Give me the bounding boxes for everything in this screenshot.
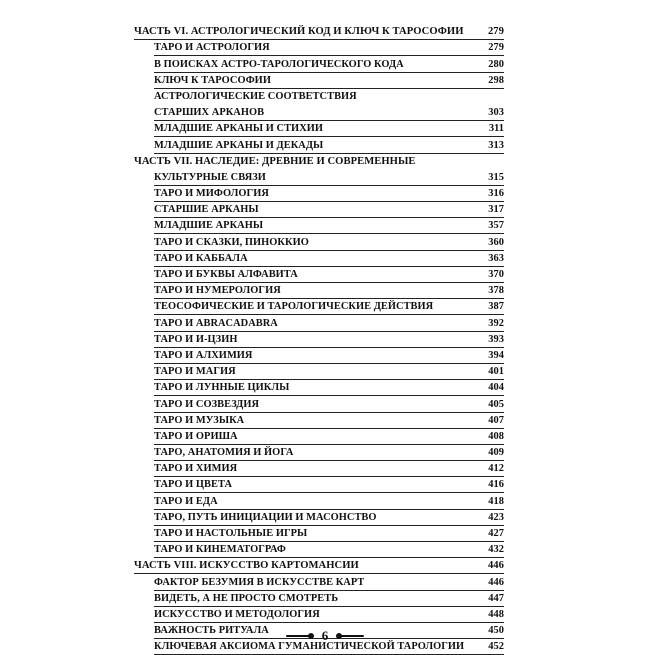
toc-entry <box>134 396 504 412</box>
toc-entry <box>134 170 504 186</box>
toc-entry <box>134 105 504 121</box>
toc-entry-title: ТАРО И ЦВЕТА <box>154 479 233 491</box>
toc-entry <box>134 542 504 558</box>
toc-entry <box>134 380 504 396</box>
toc-entry-page: 450 <box>488 625 504 637</box>
table-of-contents <box>134 24 504 655</box>
toc-entry-page: 392 <box>488 317 504 329</box>
toc-entry-page: 409 <box>488 447 504 459</box>
toc-entry-title: ТАРО И ЕДА <box>154 495 218 507</box>
toc-entry <box>134 510 504 526</box>
toc-entry-title: МЛАДШИЕ АРКАНЫ <box>154 220 264 232</box>
toc-entry <box>134 137 504 153</box>
toc-entry-title: ЧАСТЬ VI. АСТРОЛОГИЧЕСКИЙ КОД И КЛЮЧ К ТАРОСОФИИ <box>134 26 464 38</box>
toc-entry-title: КУЛЬТУРНЫЕ СВЯЗИ <box>154 171 266 183</box>
toc-entry-page: 387 <box>488 301 504 313</box>
toc-entry <box>134 413 504 429</box>
toc-entry-page: 279 <box>488 42 504 54</box>
toc-entry <box>134 477 504 493</box>
left-ornament-icon <box>286 634 312 638</box>
toc-entry-title: МЛАДШИЕ АРКАНЫ И ДЕКАДЫ <box>154 139 324 151</box>
toc-entry-page: 315 <box>488 171 504 183</box>
toc-entry-title: ТАРО И МУЗЫКА <box>154 414 245 426</box>
toc-entry <box>134 364 504 380</box>
toc-entry <box>134 607 504 623</box>
toc-entry <box>134 445 504 461</box>
toc-entry-page: 446 <box>488 576 504 588</box>
toc-entry-page: 316 <box>488 188 504 200</box>
toc-entry-page: 303 <box>488 107 504 119</box>
right-ornament-icon <box>338 634 364 638</box>
toc-entry <box>134 251 504 267</box>
toc-entry-page: 427 <box>488 528 504 539</box>
toc-entry-page: 423 <box>488 511 504 523</box>
toc-entry <box>134 332 504 348</box>
toc-entry-title: ТАРО И СКАЗКИ, ПИНОККИО <box>154 236 309 248</box>
toc-entry-title: СТАРШИЕ АРКАНЫ <box>154 204 259 216</box>
toc-entry <box>134 348 504 364</box>
toc-entry <box>134 73 504 89</box>
toc-entry-page: 401 <box>488 366 504 378</box>
toc-entry-title: ТАРО, ПУТЬ ИНИЦИАЦИИ И МАСОНСТВО <box>154 511 377 523</box>
toc-entry-title: ТАРО И ЛУННЫЕ ЦИКЛЫ <box>154 382 290 394</box>
toc-entry-title: ТЕОСОФИЧЕСКИЕ И ТАРОЛОГИЧЕСКИЕ ДЕЙСТВИЯ <box>154 301 434 313</box>
toc-entry <box>134 574 504 590</box>
toc-entry <box>134 218 504 234</box>
toc-entry <box>134 283 504 299</box>
toc-entry-page: 313 <box>488 139 504 151</box>
toc-entry-title: МЛАДШИЕ АРКАНЫ И СТИХИИ <box>154 123 324 135</box>
toc-entry-title: ЧАСТЬ VII. НАСЛЕДИЕ: ДРЕВНИЕ И СОВРЕМЕННЫЕ <box>134 155 416 167</box>
toc-entry-title: ТАРО, АНАТОМИЯ И ЙОГА <box>154 447 294 459</box>
toc-entry-title: ТАРО И ХИМИЯ <box>154 463 238 475</box>
toc-entry-page: 448 <box>488 608 504 620</box>
toc-entry-page: 447 <box>488 592 504 604</box>
toc-entry-title: ТАРО И НУМЕРОЛОГИЯ <box>154 285 281 297</box>
toc-entry-page: 404 <box>488 382 504 394</box>
toc-entry <box>134 56 504 72</box>
toc-entry-title: КЛЮЧЕВАЯ АКСИОМА ГУМАНИСТИЧЕСКОЙ ТАРОЛОГИИ <box>154 641 465 653</box>
toc-entry-page: 412 <box>488 463 504 475</box>
toc-entry-page: 407 <box>488 414 504 426</box>
toc-entry-title: ТАРО И МАГИЯ <box>154 366 236 378</box>
toc-entry-page: 280 <box>488 58 504 70</box>
toc-entry-page: 370 <box>488 269 504 280</box>
toc-entry <box>134 429 504 445</box>
toc-entry-title: ВИДЕТЬ, А НЕ ПРОСТО СМОТРЕТЬ <box>154 592 339 604</box>
page-number: 6 <box>321 628 329 643</box>
toc-entry-title: ТАРО И МИФОЛОГИЯ <box>154 188 269 200</box>
toc-entry-page: 405 <box>488 398 504 410</box>
toc-entry-page: 298 <box>488 74 504 86</box>
toc-entry-title: ТАРО И И-ЦЗИН <box>154 333 238 345</box>
toc-entry-page: 408 <box>488 430 504 442</box>
toc-entry <box>134 526 504 542</box>
toc-part-heading <box>134 558 504 574</box>
toc-entry-title: ВАЖНОСТЬ РИТУАЛА <box>154 625 269 637</box>
toc-entry-page: 311 <box>488 123 504 135</box>
toc-entry-title: ТАРО И КАББАЛА <box>154 252 248 264</box>
toc-entry-title: ТАРО И ABRACADABRA <box>154 317 278 329</box>
toc-entry-title: В ПОИСКАХ АСТРО-ТАРОЛОГИЧЕСКОГО КОДА <box>154 58 404 70</box>
toc-entry-page: 452 <box>488 641 504 653</box>
toc-entry <box>134 591 504 607</box>
toc-entry-page: 279 <box>487 26 504 38</box>
toc-entry <box>134 89 504 105</box>
toc-entry <box>134 40 504 56</box>
toc-part-heading <box>134 24 504 40</box>
toc-entry-title: ТАРО И КИНЕМАТОГРАФ <box>154 544 286 556</box>
toc-entry-title: АСТРОЛОГИЧЕСКИЕ СООТВЕТСТВИЯ <box>154 90 357 102</box>
toc-entry-title: СТАРШИХ АРКАНОВ <box>154 107 265 119</box>
toc-entry-page: 363 <box>488 252 504 264</box>
toc-entry-page: 394 <box>488 349 504 361</box>
toc-entry-page: 378 <box>488 285 504 297</box>
toc-entry <box>134 299 504 315</box>
toc-entry <box>134 234 504 250</box>
toc-entry <box>134 121 504 137</box>
toc-entry-title: ТАРО И ОРИША <box>154 430 238 442</box>
toc-entry-page: 360 <box>488 236 504 248</box>
toc-entry <box>134 315 504 331</box>
toc-entry-title: ИСКУССТВО И МЕТОДОЛОГИЯ <box>154 608 320 620</box>
toc-entry-page: 357 <box>488 220 504 232</box>
toc-entry-title: ЧАСТЬ VIII. ИСКУССТВО КАРТОМАНСИИ <box>134 560 359 572</box>
toc-part-heading <box>134 154 504 170</box>
toc-entry-title: ТАРО И СОЗВЕЗДИЯ <box>154 398 260 410</box>
toc-entry <box>134 267 504 283</box>
toc-entry-title: ТАРО И БУКВЫ АЛФАВИТА <box>154 269 298 280</box>
toc-entry-page: 393 <box>488 333 504 345</box>
toc-entry-title: ТАРО И НАСТОЛЬНЫЕ ИГРЫ <box>154 528 308 539</box>
toc-entry <box>134 202 504 218</box>
toc-entry-page: 418 <box>488 495 504 507</box>
toc-entry <box>134 461 504 477</box>
toc-entry-title: КЛЮЧ К ТАРОСОФИИ <box>154 74 271 86</box>
toc-entry-page: 317 <box>488 204 504 216</box>
toc-entry <box>134 493 504 509</box>
page-footer <box>0 628 650 644</box>
toc-entry-title: ТАРО И АЛХИМИЯ <box>154 349 253 361</box>
toc-entry <box>134 186 504 202</box>
toc-entry-title: ТАРО И АСТРОЛОГИЯ <box>154 42 270 54</box>
toc-entry-page: 432 <box>488 544 504 556</box>
toc-entry-title: ФАКТОР БЕЗУМИЯ В ИСКУССТВЕ КАРТ <box>154 576 365 588</box>
toc-entry-page: 446 <box>487 560 504 572</box>
toc-entry-page: 416 <box>488 479 504 491</box>
